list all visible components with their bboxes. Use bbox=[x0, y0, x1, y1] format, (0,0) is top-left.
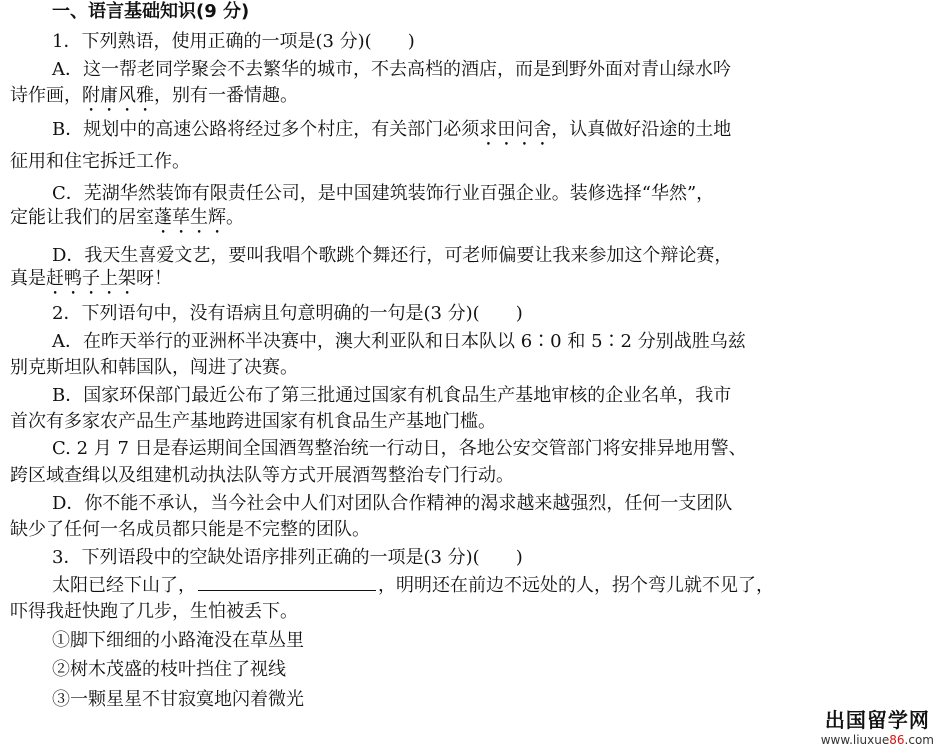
text: 。 bbox=[226, 207, 244, 228]
idiom: 赶鸭子上架 bbox=[46, 268, 136, 289]
q2-option-c-line2: 跨区域查缉以及组建机动执法队等方式开展酒驾整治专门行动。 bbox=[10, 465, 514, 486]
q2-option-b-line2: 首次有多家农产品生产基地跨进国家有机食品生产基地门槛。 bbox=[10, 411, 496, 432]
site-watermark bbox=[821, 704, 934, 747]
q3-item-1: ①脚下细细的小路淹没在草丛里 bbox=[52, 630, 304, 651]
url-part: www.liuxue bbox=[820, 733, 890, 747]
answer-blank bbox=[198, 574, 376, 591]
text: 太阳已经下山了， bbox=[52, 575, 196, 596]
text: 真是 bbox=[10, 268, 46, 289]
idiom: 求田问舍 bbox=[479, 119, 552, 140]
q1-option-c-line2 bbox=[10, 206, 244, 238]
q1-option-a-line1: A．这一帮老同学聚会不去繁华的城市，不去高档的酒店，而是到野外面对青山绿水吟 bbox=[52, 59, 731, 80]
q2-option-b-line1: B．国家环保部门最近公布了第三批通过国家有机食品生产基地审核的企业名单，我市 bbox=[52, 385, 732, 406]
text: ，认真做好沿途的土地 bbox=[551, 119, 732, 140]
q3-passage-line1 bbox=[52, 574, 774, 598]
q1-option-b-line1 bbox=[52, 118, 731, 150]
text: ，别有一番情趣。 bbox=[154, 85, 298, 106]
text: B．规划中的高速公路将经过多个村庄，有关部门必须 bbox=[52, 119, 480, 140]
q1-stem: 1．下列熟语，使用正确的一项是(3 分)( ) bbox=[52, 31, 415, 52]
watermark-title: 出国留学网 bbox=[824, 708, 930, 732]
q2-stem: 2．下列语句中，没有语病且句意明确的一句是(3 分)( ) bbox=[52, 303, 523, 324]
q1-option-d-line2 bbox=[10, 267, 172, 299]
idiom: 蓬荜生辉 bbox=[154, 207, 226, 228]
q2-option-a-line2: 别克斯坦队和韩国队，闯进了决赛。 bbox=[10, 357, 298, 378]
q2-option-d-line2: 缺少了任何一名成员都只能是不完整的团队。 bbox=[10, 519, 370, 540]
q3-item-2: ②树木茂盛的枝叶挡住了视线 bbox=[52, 659, 286, 680]
text: 呀！ bbox=[136, 268, 172, 289]
text: ，明明还在前边不远处的人，拐个弯儿就不见了， bbox=[378, 575, 774, 596]
q1-option-c-line1: C．芜湖华然装饰有限责任公司，是中国建筑装饰行业百强企业。装修选择“华然”， bbox=[52, 183, 715, 204]
q3-passage-line2: 吓得我赶快跑了几步，生怕被丢下。 bbox=[10, 601, 298, 622]
text: 诗作画， bbox=[10, 85, 82, 106]
watermark-url bbox=[821, 733, 934, 747]
idiom: 附庸风雅 bbox=[82, 85, 154, 106]
section-title: 一、语言基础知识(9 分) bbox=[52, 1, 250, 22]
q1-option-d-line1: D．我天生喜爱文艺，要叫我唱个歌跳个舞还行，可老师偏要让我来参加这个辩论赛， bbox=[52, 245, 733, 266]
text: 定能让我们的居室 bbox=[10, 207, 154, 228]
q2-option-c-line1: C. 2 月 7 日是春运期间全国酒驾整治统一行动日，各地公安交管部门将安排异地用警、 bbox=[52, 438, 747, 459]
q2-option-d-line1: D．你不能不承认，当今社会中人们对团队合作精神的渴求越来越强烈，任何一支团队 bbox=[52, 493, 733, 514]
url-part: .com bbox=[904, 733, 934, 747]
url-part: 86 bbox=[889, 733, 905, 747]
q1-option-a-line2 bbox=[10, 84, 298, 116]
q3-item-3: ③一颗星星不甘寂寞地闪着微光 bbox=[52, 689, 304, 710]
q3-stem: 3．下列语段中的空缺处语序排列正确的一项是(3 分)( ) bbox=[52, 547, 523, 568]
q2-option-a-line1: A．在昨天举行的亚洲杯半决赛中，澳大利亚队和日本队以 6∶0 和 5∶2 分别战胜乌兹 bbox=[52, 331, 746, 352]
q1-option-b-line2: 征用和住宅拆迁工作。 bbox=[10, 151, 190, 172]
